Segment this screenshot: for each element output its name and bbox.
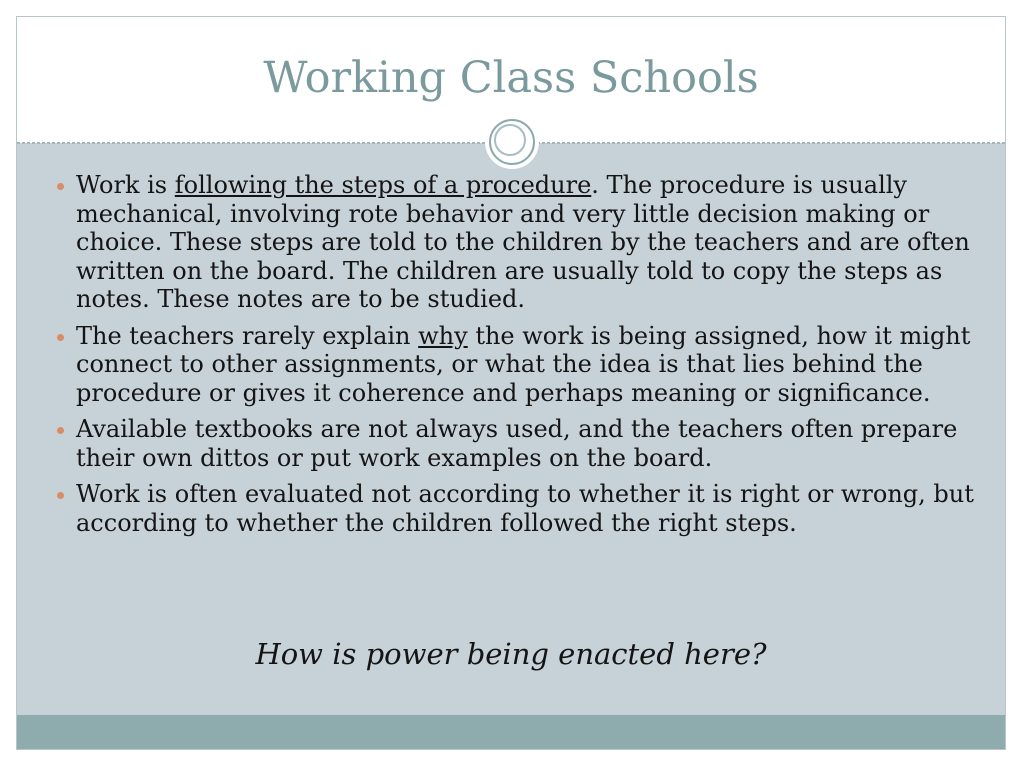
bullet-1-underlined: following the steps of a procedure [174, 171, 592, 199]
bullet-dot-icon [57, 334, 64, 341]
bullet-2-text-end: the work is being assigned, how it might connect to other assignments, or what the idea is that lies behind the procedure or gives it coherence and perhaps meaning or significance. [76, 321, 971, 407]
bullet-item-2 [57, 322, 977, 408]
circle-ornament-icon [485, 115, 539, 169]
bullet-2-underlined: why [418, 321, 468, 350]
bullet-3-text: Available textbooks are not always used, and the teachers often prepare their own dittos or put work examples on the board. [76, 415, 958, 472]
slide-title: Working Class Schools [263, 53, 759, 103]
footer-bar [17, 715, 1005, 749]
bullet-1-text-start: Work is [76, 171, 175, 199]
bullet-item-1 [57, 171, 977, 314]
bullet-4-text: Work is often evaluated not according to whether it is right or wrong, but according to whether the children followed the right steps. [76, 480, 974, 537]
bullet-dot-icon [57, 492, 64, 499]
closing-question: How is power being enacted here? [255, 637, 767, 671]
bullet-dot-icon [57, 427, 64, 434]
bullet-list [57, 171, 977, 545]
bullet-dot-icon [57, 183, 64, 190]
bullet-item-4 [57, 480, 977, 537]
bullet-item-3 [57, 415, 977, 472]
slide [16, 16, 1006, 750]
ornament-inner-ring [494, 124, 526, 156]
bullet-1-text-end: . The procedure is usually mechanical, involving rote behavior and very little decision making or choice. These steps are told to the children by the teachers and are often written on the board. The children are usually told to copy the steps as notes. These notes are to be studied. [76, 171, 970, 313]
bullet-2-text-start: The teachers rarely explain [76, 321, 419, 350]
